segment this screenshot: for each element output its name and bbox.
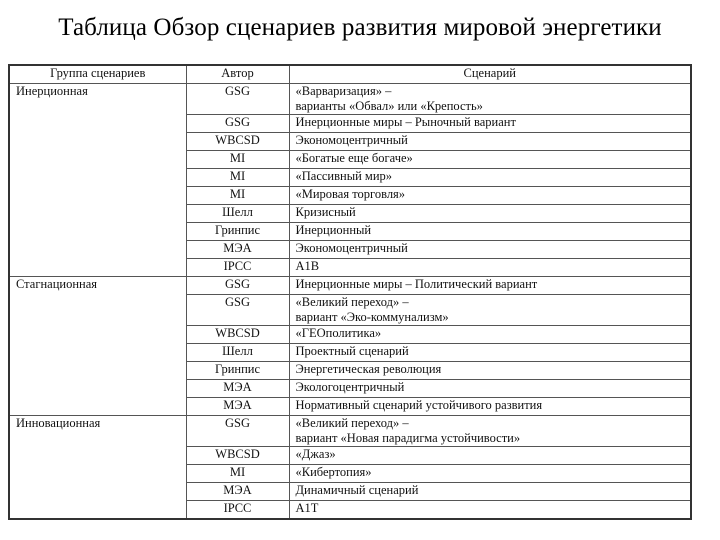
- table-body: [9, 84, 691, 520]
- table-row: [9, 259, 691, 277]
- cell-author: Гринпис: [186, 223, 289, 241]
- cell-scenario: [289, 380, 691, 398]
- scenario-line-2: вариант «Новая парадигма устойчивости»: [295, 431, 521, 445]
- cell-author: MI: [186, 465, 289, 483]
- scenario-table-container: [8, 64, 690, 520]
- scenario-line-1: Экономоцентричный: [295, 241, 408, 255]
- table-header-row: [9, 65, 691, 84]
- cell-author: IPCC: [186, 501, 289, 520]
- cell-group: [9, 205, 186, 223]
- cell-scenario: [289, 447, 691, 465]
- scenario-line-1: A1B: [295, 259, 320, 273]
- cell-author: MI: [186, 187, 289, 205]
- table-row: [9, 241, 691, 259]
- cell-author: МЭА: [186, 398, 289, 416]
- table-row: [9, 483, 691, 501]
- cell-scenario: [289, 398, 691, 416]
- cell-scenario: [289, 223, 691, 241]
- table-row: [9, 115, 691, 133]
- table-row: [9, 465, 691, 483]
- table-row: [9, 501, 691, 520]
- cell-group: [9, 151, 186, 169]
- cell-scenario: [289, 84, 691, 115]
- scenario-line-1: Нормативный сценарий устойчивого развития: [295, 398, 543, 412]
- header-group: Группа сценариев: [9, 65, 186, 84]
- table-row: [9, 447, 691, 465]
- scenario-line-1: «Богатые еще богаче»: [295, 151, 413, 165]
- cell-scenario: [289, 169, 691, 187]
- cell-group: [9, 483, 186, 501]
- cell-author: МЭА: [186, 483, 289, 501]
- cell-group: [9, 447, 186, 465]
- scenario-line-2: вариант «Эко-коммунализм»: [295, 310, 449, 324]
- cell-group: Инновационная: [9, 416, 186, 447]
- cell-author: WBCSD: [186, 326, 289, 344]
- cell-author: MI: [186, 169, 289, 187]
- scenario-line-1: «Пассивный мир»: [295, 169, 393, 183]
- scenario-line-1: Экологоцентричный: [295, 380, 405, 394]
- page-title: Таблица Обзор сценариев развития мировой энергетики: [58, 14, 662, 41]
- cell-scenario: [289, 483, 691, 501]
- scenario-line-1: Инерционный: [295, 223, 372, 237]
- cell-group: [9, 115, 186, 133]
- table-row: [9, 416, 691, 447]
- cell-group: [9, 326, 186, 344]
- cell-author: WBCSD: [186, 133, 289, 151]
- cell-group: Стагнационная: [9, 277, 186, 295]
- scenario-line-1: «Великий переход» –: [295, 295, 409, 309]
- cell-group: [9, 501, 186, 520]
- scenario-table: [8, 64, 692, 520]
- scenario-line-1: Проектный сценарий: [295, 344, 409, 358]
- scenario-line-1: Экономоцентричный: [295, 133, 408, 147]
- cell-scenario: [289, 205, 691, 223]
- table-row: [9, 169, 691, 187]
- scenario-line-1: Энергетическая революция: [295, 362, 442, 376]
- scenario-line-1: «Мировая торговля»: [295, 187, 406, 201]
- cell-scenario: [289, 362, 691, 380]
- cell-scenario: [289, 295, 691, 326]
- cell-scenario: [289, 501, 691, 520]
- table-row: [9, 326, 691, 344]
- cell-author: Шелл: [186, 344, 289, 362]
- cell-scenario: [289, 416, 691, 447]
- cell-scenario: [289, 259, 691, 277]
- table-row: [9, 205, 691, 223]
- cell-group: [9, 344, 186, 362]
- header-scenario: Сценарий: [289, 65, 691, 84]
- table-row: [9, 277, 691, 295]
- table-row: [9, 380, 691, 398]
- cell-group: [9, 380, 186, 398]
- scenario-line-2: варианты «Обвал» или «Крепость»: [295, 99, 483, 113]
- cell-scenario: [289, 326, 691, 344]
- cell-group: [9, 295, 186, 326]
- cell-author: GSG: [186, 295, 289, 326]
- cell-scenario: [289, 344, 691, 362]
- cell-scenario: [289, 133, 691, 151]
- scenario-line-1: «Кибертопия»: [295, 465, 372, 479]
- cell-group: [9, 465, 186, 483]
- cell-author: GSG: [186, 277, 289, 295]
- cell-scenario: [289, 277, 691, 295]
- scenario-line-1: «ГЕОполитика»: [295, 326, 382, 340]
- cell-group: Инерционная: [9, 84, 186, 115]
- cell-group: [9, 398, 186, 416]
- cell-author: Шелл: [186, 205, 289, 223]
- table-row: [9, 133, 691, 151]
- cell-scenario: [289, 187, 691, 205]
- cell-scenario: [289, 241, 691, 259]
- scenario-line-1: A1T: [295, 501, 319, 515]
- table-row: [9, 344, 691, 362]
- cell-author: MI: [186, 151, 289, 169]
- table-row: [9, 398, 691, 416]
- table-row: [9, 187, 691, 205]
- cell-group: [9, 241, 186, 259]
- cell-group: [9, 187, 186, 205]
- cell-author: GSG: [186, 416, 289, 447]
- cell-group: [9, 133, 186, 151]
- table-row: [9, 223, 691, 241]
- cell-scenario: [289, 151, 691, 169]
- cell-group: [9, 169, 186, 187]
- cell-group: [9, 223, 186, 241]
- cell-scenario: [289, 115, 691, 133]
- scenario-line-1: Инерционные миры – Рыночный вариант: [295, 115, 516, 129]
- table-row: [9, 151, 691, 169]
- table-row: [9, 295, 691, 326]
- cell-author: МЭА: [186, 380, 289, 398]
- header-author: Автор: [186, 65, 289, 84]
- cell-author: GSG: [186, 115, 289, 133]
- cell-author: WBCSD: [186, 447, 289, 465]
- table-row: [9, 362, 691, 380]
- cell-author: МЭА: [186, 241, 289, 259]
- scenario-line-1: Кризисный: [295, 205, 356, 219]
- cell-scenario: [289, 465, 691, 483]
- cell-author: GSG: [186, 84, 289, 115]
- table-row: [9, 84, 691, 115]
- scenario-line-1: «Великий переход» –: [295, 416, 409, 430]
- cell-group: [9, 259, 186, 277]
- scenario-line-1: «Варваризация» –: [295, 84, 392, 98]
- cell-author: IPCC: [186, 259, 289, 277]
- cell-group: [9, 362, 186, 380]
- scenario-line-1: Инерционные миры – Политический вариант: [295, 277, 538, 291]
- scenario-line-1: Динамичный сценарий: [295, 483, 419, 497]
- scenario-line-1: «Джаз»: [295, 447, 336, 461]
- cell-author: Гринпис: [186, 362, 289, 380]
